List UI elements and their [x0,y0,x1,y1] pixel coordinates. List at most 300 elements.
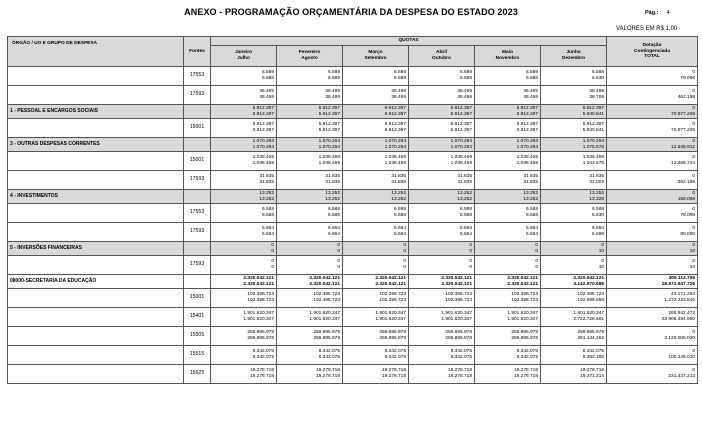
row-description [8,308,184,327]
org-column-header: ÓRGÃO / UO E GRUPO DE DESPESA [8,37,184,67]
total-value: 79.098 [680,213,696,218]
quota-value-second-semester: 38.499 [325,95,340,100]
month-label-first-half: Fevereiro [298,50,321,55]
quota-value-second-semester: 19.278.718 [315,374,340,379]
quota-cell [541,119,607,138]
quota-value-first-semester: 6.588 [261,207,274,212]
contingent-value: 0 [692,226,696,231]
quota-value-first-semester: 0 [271,242,274,248]
fonte-row [8,171,698,190]
fonte-code [184,275,211,289]
month-label-second-half: Julho [237,56,250,61]
quota-cell [409,256,475,275]
quota-cell [541,190,607,204]
quota-value-second-semester: 38.709 [589,95,605,100]
quota-cell [475,289,541,308]
quota-value-second-semester: 19.371.314 [580,374,605,379]
quota-cell [475,327,541,346]
quota-value-first-semester: 19.278.718 [249,368,274,373]
quota-cell [211,242,277,256]
quota-cell [343,327,409,346]
contingent-value: 0 [692,349,696,354]
quota-cell [541,67,607,86]
quota-value-first-semester: 8.342.075 [384,349,406,354]
fonte-code: 15515 [184,346,211,365]
quota-value-second-semester: 6.664 [459,232,472,237]
quota-cell [211,105,277,119]
quota-cell [409,105,475,119]
quota-value-first-semester: 38.499 [391,89,406,94]
fonte-row [8,86,698,105]
quota-value-second-semester: 259.895.978 [511,336,538,341]
quota-cell [211,256,277,275]
total-value: 23.906.494.950 [661,317,696,322]
quota-value-first-semester: 31.835 [457,174,472,179]
quota-value-first-semester: 259.895.978 [379,330,406,335]
quota-value-first-semester: 1.070.294 [450,138,472,144]
total-header-line1: Dotação [642,43,662,49]
quota-value-first-semester: 6.588 [327,207,340,212]
quota-value-second-semester: 1.043.675 [582,161,605,166]
total-cell [607,86,698,105]
quota-value-second-semester: 102.396.723 [379,298,406,303]
row-description [8,365,184,384]
quota-cell [343,152,409,171]
quota-value-second-semester: 2.320.042.121 [375,281,406,287]
fonte-code: 15401 [184,308,211,327]
quota-cell [409,242,475,256]
total-cell [607,171,698,190]
quota-value-second-semester: 102.698.659 [577,298,605,303]
quota-value-second-semester: 31.835 [325,180,340,185]
quota-cell [343,138,409,152]
total-value: 12.848.912 [671,144,696,150]
quota-cell [475,256,541,275]
month-label-first-half: Junho [566,50,581,55]
quota-cell [211,308,277,327]
quota-value-first-semester: 1.038.459 [582,155,605,160]
quota-value-first-semester: 38.499 [589,89,605,94]
quota-value-first-semester: 1.038.459 [450,155,472,160]
row-description: 1 - PESSOAL E ENCARGOS SOCIAIS [8,105,184,119]
quota-value-second-semester: 0 [469,265,472,270]
quota-value-first-semester: 1.070.294 [252,138,274,144]
quota-value-second-semester: 0 [337,248,340,254]
quota-cell [211,275,277,289]
quota-value-first-semester: 0 [337,242,340,248]
quota-cell [277,327,343,346]
total-value: 462.198 [677,95,696,100]
quota-value-second-semester: 5.912.397 [318,128,340,133]
quota-value-first-semester: 102.396.723 [313,292,340,297]
quota-value-second-semester: 0 [535,265,538,270]
total-cell [607,275,698,289]
quota-value-first-semester: 5.912.397 [450,122,472,127]
quota-value-first-semester: 5.912.397 [516,105,538,111]
total-cell [607,365,698,384]
quota-cell [409,67,475,86]
quota-value-first-semester: 259.895.978 [577,330,605,335]
total-value: 79.098 [680,76,696,81]
fonte-row [8,365,698,384]
quota-value-second-semester: 5.912.397 [384,128,406,133]
total-value: 159.098 [677,196,696,202]
quota-value-first-semester: 2.320.042.121 [309,275,340,281]
quota-value-second-semester: 1.901.620.347 [375,317,406,322]
quota-cell [277,105,343,119]
page-number: 4 [666,10,670,16]
quota-value-first-semester: 0 [469,259,472,264]
quota-value-first-semester: 0 [535,242,538,248]
quota-value-first-semester: 5.912.397 [252,122,274,127]
month-label-second-half: Novembro [495,56,520,61]
quota-cell [277,256,343,275]
total-column-header [607,37,698,67]
quota-cell [475,138,541,152]
quota-cell [277,86,343,105]
quota-value-second-semester: 6.664 [261,232,274,237]
quota-value-first-semester: 38.499 [259,89,274,94]
quota-value-first-semester: 19.278.718 [315,368,340,373]
fonte-code: 15001 [184,289,211,308]
quota-cell [211,152,277,171]
page-label: Pág.: [645,10,659,16]
quota-value-first-semester: 0 [403,259,406,264]
total-cell [607,346,698,365]
quota-value-second-semester: 31.835 [523,180,538,185]
month-column-header [277,46,343,67]
quota-value-second-semester: 2.320.042.121 [507,281,538,287]
quota-value-second-semester: 1.070.294 [384,144,406,150]
quota-value-second-semester: 5.940.841 [582,128,605,133]
total-cell [607,308,698,327]
expense-group-row [8,242,698,256]
quota-value-second-semester: 259.895.978 [445,336,472,341]
quota-value-second-semester: 259.895.978 [313,336,340,341]
fonte-row [8,256,698,275]
quota-value-second-semester: 6.588 [327,213,340,218]
quota-value-second-semester: 13.252 [391,196,406,202]
quota-value-second-semester: 8.342.075 [318,355,340,360]
quota-cell [541,86,607,105]
quota-cell [277,190,343,204]
total-value: 10 [689,248,696,254]
fonte-code: 15525 [184,365,211,384]
quota-value-first-semester: 13.252 [259,190,274,196]
quota-cell [409,308,475,327]
quota-value-first-semester: 259.895.978 [511,330,538,335]
quota-value-first-semester: 5.912.397 [318,122,340,127]
total-cell [607,242,698,256]
quota-cell [541,346,607,365]
quota-value-first-semester: 38.499 [457,89,472,94]
contingent-value: 0 [692,190,696,196]
quota-value-second-semester: 5.912.397 [516,128,538,133]
month-label-first-half: Maio [502,50,513,55]
quota-value-first-semester: 8.342.075 [516,349,538,354]
quota-value-second-semester: 8.342.075 [384,355,406,360]
quota-value-first-semester: 1.070.294 [516,138,538,144]
quota-value-first-semester: 102.396.723 [511,292,538,297]
quota-cell [475,119,541,138]
quota-cell [211,223,277,242]
quota-value-second-semester: 5.912.397 [252,111,274,117]
quota-cell [541,289,607,308]
quota-cell [475,346,541,365]
quota-value-second-semester: 13.252 [457,196,472,202]
quota-value-first-semester: 8.342.075 [450,349,472,354]
quota-value-first-semester: 1.070.294 [384,138,406,144]
quota-cell [277,204,343,223]
quota-cell [409,138,475,152]
fonte-code: 15505 [184,327,211,346]
quota-value-second-semester: 0 [535,248,538,254]
quota-value-second-semester: 102.396.723 [247,298,274,303]
quota-cell [343,275,409,289]
quota-value-second-semester: 2.722.728.661 [573,317,605,322]
quota-value-first-semester: 2.320.042.121 [375,275,406,281]
quota-value-second-semester: 5.912.397 [516,111,538,117]
quota-value-second-semester: 19.278.718 [249,374,274,379]
quota-value-first-semester: 1.038.459 [516,155,538,160]
total-header-line2: Contingenciada [634,48,671,54]
quota-value-second-semester: 1.075.678 [582,144,605,150]
quota-cell [277,275,343,289]
quota-cell [541,327,607,346]
quota-value-second-semester: 8.342.075 [252,355,274,360]
quota-cell [409,86,475,105]
total-cell [607,223,698,242]
contingent-value: 0 [692,155,696,160]
quota-value-first-semester: 8.342.075 [582,349,605,354]
quota-value-second-semester: 31.835 [391,180,406,185]
quota-value-first-semester: 31.835 [259,174,274,179]
quota-value-first-semester: 13.252 [523,190,538,196]
contingent-value: 0 [692,70,696,75]
fonte-code [184,242,211,256]
quota-value-second-semester: 31.835 [457,180,472,185]
quota-cell [343,365,409,384]
quota-value-second-semester: 6.664 [393,232,406,237]
expense-group-row [8,138,698,152]
quota-value-first-semester: 6.588 [592,70,605,75]
total-value: 382.188 [677,180,696,185]
quota-value-second-semester: 6.588 [261,76,274,81]
fonte-code: 17593 [184,86,211,105]
month-column-header [475,46,541,67]
quota-value-first-semester: 102.396.723 [577,292,605,297]
month-label-second-half: Outubro [432,56,451,61]
quota-value-second-semester: 6.588 [459,213,472,218]
quota-value-first-semester: 259.895.978 [247,330,274,335]
quota-value-first-semester: 1.901.620.347 [375,311,406,316]
quota-value-second-semester: 38.499 [259,95,274,100]
quota-value-first-semester: 5.912.397 [252,105,274,111]
quota-cell [475,105,541,119]
quota-value-second-semester: 1.070.294 [516,144,538,150]
quota-value-first-semester: 31.835 [523,174,538,179]
quotas-header: QUOTAS [211,37,607,46]
contingent-value: 0 [692,330,696,335]
quota-value-first-semester: 259.895.978 [313,330,340,335]
quota-value-second-semester: 13.326 [589,196,605,202]
row-description: 5 - INVERSÕES FINANCEIRAS [8,242,184,256]
quota-value-first-semester: 13.252 [457,190,472,196]
quota-cell [409,204,475,223]
fonte-code: 17593 [184,171,211,190]
month-column-header [343,46,409,67]
row-description [8,152,184,171]
quota-value-second-semester: 1.901.620.347 [243,317,274,322]
fonte-code: 17593 [184,256,211,275]
quota-cell [277,171,343,190]
quota-cell [211,119,277,138]
quota-cell [211,171,277,190]
quota-value-first-semester: 5.912.397 [582,122,605,127]
quota-cell [475,223,541,242]
quota-value-first-semester: 5.912.397 [516,122,538,127]
quota-cell [277,308,343,327]
quota-cell [409,327,475,346]
quota-cell [343,67,409,86]
quota-value-second-semester: 1.038.459 [450,161,472,166]
quota-cell [211,190,277,204]
quota-value-second-semester: 5.940.841 [582,111,605,117]
quota-value-second-semester: 1.070.294 [318,144,340,150]
quota-value-first-semester: 19.278.718 [381,368,406,373]
row-description: 08000-SECRETARIA DA EDUCAÇÃO [8,275,184,289]
fonte-code: 15001 [184,119,211,138]
quota-cell [277,119,343,138]
row-description [8,67,184,86]
quota-value-first-semester: 31.835 [325,174,340,179]
quota-cell [475,67,541,86]
quota-cell [409,289,475,308]
quota-cell [211,138,277,152]
quota-cell [409,152,475,171]
quota-value-second-semester: 19.278.718 [381,374,406,379]
quota-value-second-semester: 2.320.042.121 [441,281,472,287]
quota-value-first-semester: 1.038.459 [252,155,274,160]
quota-value-second-semester: 13.252 [325,196,340,202]
quota-value-first-semester: 31.835 [589,174,605,179]
quota-cell [475,242,541,256]
row-description [8,289,184,308]
month-label-second-half: Setembro [364,56,387,61]
quota-value-first-semester: 8.342.075 [318,349,340,354]
quota-cell [277,346,343,365]
quota-value-first-semester: 1.901.620.347 [309,311,340,316]
quota-cell [343,289,409,308]
quota-value-second-semester: 10 [598,265,605,270]
quota-value-first-semester: 6.588 [393,70,406,75]
quota-cell [277,138,343,152]
quota-value-second-semester: 32.003 [589,180,605,185]
quota-value-first-semester: 38.499 [325,89,340,94]
row-description [8,171,184,190]
quota-value-first-semester: 2.320.042.121 [507,275,538,281]
quota-value-first-semester: 0 [271,259,274,264]
total-value: 3.120.000.020 [664,336,696,341]
total-value: 70.977.208 [671,111,696,117]
quota-value-first-semester: 6.664 [327,226,340,231]
fontes-column-header: Fontes [184,37,211,67]
quota-value-second-semester: 8.342.075 [516,355,538,360]
quota-value-second-semester: 0 [271,265,274,270]
month-label-first-half: Abril [436,50,447,55]
quota-value-second-semester: 6.630 [592,76,605,81]
quota-value-second-semester: 1.038.459 [252,161,274,166]
quota-value-second-semester: 38.499 [391,95,406,100]
quota-value-first-semester: 5.912.397 [384,122,406,127]
contingent-value: 0 [692,207,696,212]
quota-value-first-semester: 31.835 [391,174,406,179]
quota-value-second-semester: 0 [337,265,340,270]
page-indicator [645,10,670,16]
contingent-value: 0 [692,368,696,373]
quota-value-first-semester: 2.320.042.121 [573,275,605,281]
quota-cell [211,289,277,308]
total-value: 28.972.947.726 [661,281,696,287]
quota-value-second-semester: 0 [403,265,406,270]
quota-value-first-semester: 5.912.397 [582,105,605,111]
quota-value-first-semester: 1.901.620.347 [573,311,605,316]
quota-value-second-semester: 5.912.397 [384,111,406,117]
quota-value-first-semester: 19.278.718 [447,368,472,373]
quota-value-second-semester: 13.252 [259,196,274,202]
quota-value-first-semester: 0 [337,259,340,264]
quota-cell [343,308,409,327]
report-title: ANEXO - PROGRAMAÇÃO ORÇAMENTÁRIA DA DESPESA DO ESTADO 2023 [184,7,518,17]
quota-value-second-semester: 10 [598,248,605,254]
quota-value-second-semester: 6.588 [393,213,406,218]
quota-cell [409,275,475,289]
quota-value-second-semester: 1.070.294 [450,144,472,150]
quota-value-second-semester: 8.342.075 [450,355,472,360]
quota-cell [277,365,343,384]
quota-value-second-semester: 5.912.397 [318,111,340,117]
quota-cell [409,365,475,384]
quota-cell [409,190,475,204]
contingent-value: 0 [692,174,696,179]
quota-cell [475,190,541,204]
quota-value-first-semester: 1.901.620.347 [243,311,274,316]
quota-cell [343,86,409,105]
quota-cell [409,223,475,242]
month-label-first-half: Março [368,50,383,55]
quota-value-first-semester: 6.588 [459,70,472,75]
quota-value-first-semester: 1.070.294 [582,138,605,144]
quota-value-first-semester: 1.038.459 [318,155,340,160]
month-label-second-half: Agosto [301,56,318,61]
quota-value-second-semester: 0 [403,248,406,254]
quota-cell [343,223,409,242]
total-cell [607,119,698,138]
quota-value-first-semester: 1.038.459 [384,155,406,160]
quota-value-second-semester: 2.320.042.121 [309,281,340,287]
total-cell [607,152,698,171]
quota-value-first-semester: 6.664 [592,226,605,231]
contingent-value: 0 [692,138,696,144]
quota-value-second-semester: 8.382.185 [582,355,605,360]
quota-value-first-semester: 6.588 [393,207,406,212]
total-cell [607,204,698,223]
quota-value-second-semester: 261.144.262 [577,336,605,341]
fonte-row [8,223,698,242]
quota-value-first-semester: 6.664 [393,226,406,231]
quota-value-second-semester: 1.901.620.347 [507,317,538,322]
quota-value-first-semester: 102.396.723 [379,292,406,297]
